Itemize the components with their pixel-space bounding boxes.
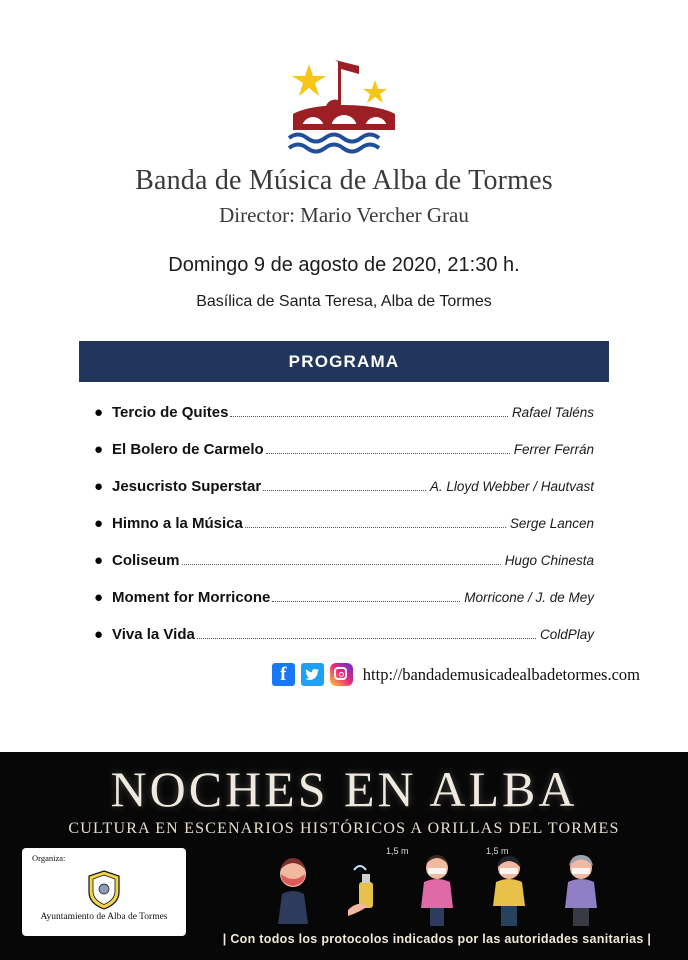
list-item: [94, 478, 594, 495]
piece-composer: Serge Lancen: [509, 516, 594, 531]
band-logo-svg: [279, 52, 409, 157]
piece-composer: A. Lloyd Webber / Hautvast: [429, 479, 594, 494]
programa-banner-label: PROGRAMA: [288, 351, 400, 371]
list-item: [94, 441, 594, 458]
leader-dots: [266, 452, 510, 454]
facebook-icon[interactable]: f: [272, 663, 295, 686]
distance-label-left: 1,5 m: [386, 846, 409, 856]
twitter-bird-glyph: [301, 663, 324, 686]
list-item: [94, 515, 594, 532]
piece-title: Viva la Vida: [112, 626, 195, 643]
piece-title: El Bolero de Carmelo: [112, 441, 264, 458]
coat-of-arms-icon: [87, 870, 121, 910]
director-name: Director: Mario Vercher Grau: [219, 203, 469, 227]
bullet-icon: ●: [94, 515, 104, 532]
bottom-banner: [0, 752, 688, 960]
piece-title: Tercio de Quites: [112, 404, 229, 421]
person-figure-icon: [486, 852, 532, 926]
banner-body: [0, 848, 688, 958]
protocol-text: | Con todos los protocolos indicados por las autoridades sanitarias |: [222, 932, 652, 946]
concert-venue: Basílica de Santa Teresa, Alba de Tormes: [196, 293, 492, 310]
piece-composer: Morricone / J. de Mey: [464, 590, 594, 605]
programa-banner: [79, 341, 609, 382]
piece-title: Moment for Morricone: [112, 589, 271, 606]
leader-dots: [197, 637, 536, 639]
leader-dots: [272, 600, 460, 602]
program-list: [94, 404, 594, 643]
band-name: Banda de Música de Alba de Tormes: [135, 165, 553, 196]
concert-date: Domingo 9 de agosto de 2020, 21:30 h.: [168, 254, 520, 276]
protocol-figures: [186, 848, 688, 926]
piece-title: Coliseum: [112, 552, 180, 569]
piece-composer: ColdPlay: [539, 627, 594, 642]
list-item: [94, 552, 594, 569]
piece-composer: Rafael Taléns: [511, 405, 594, 420]
piece-title: Jesucristo Superstar: [112, 478, 262, 495]
bullet-icon: ●: [94, 626, 104, 643]
mask-figure-icon: [270, 852, 316, 926]
twitter-icon[interactable]: [301, 663, 324, 686]
list-item: [94, 404, 594, 421]
protocol-area: [186, 848, 688, 958]
list-item: [94, 626, 594, 643]
bullet-icon: ●: [94, 589, 104, 606]
leader-dots: [182, 563, 501, 565]
piece-composer: Ferrer Ferrán: [513, 442, 594, 457]
person-figure-icon: [414, 852, 460, 926]
bullet-icon: ●: [94, 441, 104, 458]
logo-container: [0, 0, 688, 157]
event-brand-subtitle: CULTURA EN ESCENARIOS HISTÓRICOS A ORILLAS DEL TORMES: [68, 820, 620, 837]
social-row: [0, 663, 640, 686]
event-brand-title: NOCHES EN ALBA: [110, 761, 578, 817]
hand-sanitizer-icon: [342, 852, 388, 926]
leader-dots: [263, 489, 426, 491]
bullet-icon: ●: [94, 552, 104, 569]
organizer-name: Ayuntamiento de Alba de Tormes: [40, 911, 168, 922]
instagram-icon[interactable]: [330, 663, 353, 686]
website-url[interactable]: http://bandademusicadealbadetormes.com: [362, 664, 640, 684]
person-figure-icon: [558, 852, 604, 926]
list-item: [94, 589, 594, 606]
piece-title: Himno a la Música: [112, 515, 243, 532]
leader-dots: [230, 415, 508, 417]
organiza-label: Organiza:: [32, 853, 66, 863]
bullet-icon: ●: [94, 478, 104, 495]
organizer-box: [22, 848, 186, 936]
instagram-lens: [339, 672, 344, 677]
leader-dots: [245, 526, 506, 528]
bullet-icon: ●: [94, 404, 104, 421]
distance-label-right: 1,5 m: [486, 846, 509, 856]
band-logo-icon: [279, 52, 409, 157]
piece-composer: Hugo Chinesta: [504, 553, 594, 568]
